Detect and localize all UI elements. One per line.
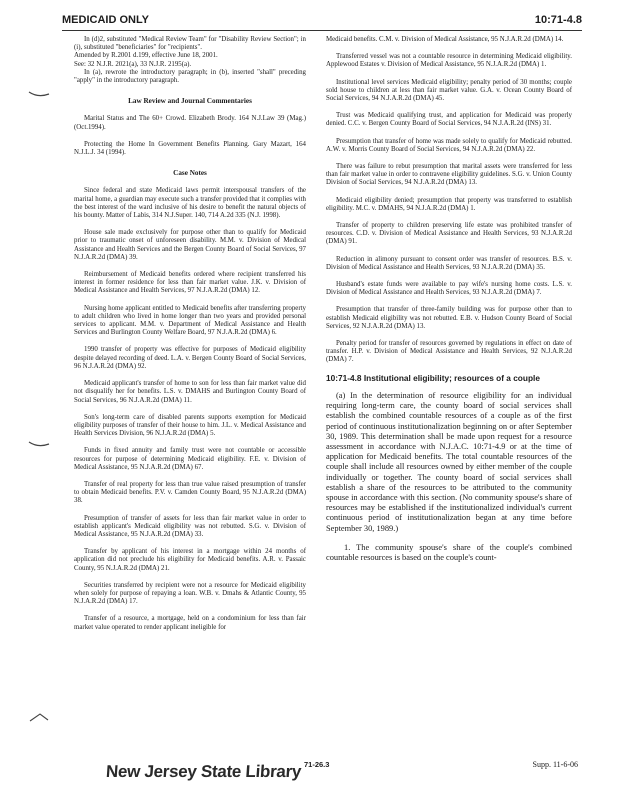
header-section-number: 10:71-4.8 [534,14,582,26]
right-column [326,36,572,572]
case-note: Transfer of property to children preserving life estate was prohibited transfer of resources. C.D. v. Division of Medical Assistance and Health Services, 93 N.J.A.R.2d (DMA) 91. [326,222,572,246]
case-note: Trust was Medicaid qualifying trust, and application for Medicaid was properly denied. C.C. v. Bergen County Board of Social Services, 94 N.J.A.R.2d (INS) 31. [326,112,572,128]
case-note: Reduction in alimony pursuant to consent order was transfer of resources. B.S. v. Division of Medical Assistance and Health Services, 93 N.J.A.R.2d (DMA) 35. [326,255,572,271]
margin-tick-mark [28,436,50,446]
case-note: Since federal and state Medicaid laws permit interspousal transfers of the marital home, a guardian may execute such a transfer provided that it complies with the best interest of the ward inclusive of his desire to benefit the natural objects of his bounty. Matter of Labis, 314 N.J.Super. 140, 714 A.2d 335 (N.J. 1998). [74,187,306,220]
section-heading: 10:71-4.8 Institutional eligibility; resources of a couple [326,372,540,383]
case-note: 1990 transfer of property was effective for purposes of Medicaid eligibility despite delayed recording of deed. L.A. v. Bergen County Board of Social Services, 96 N.J.A.R.2d (DMA) 92. [74,346,306,370]
case-note: Nursing home applicant entitled to Medicaid benefits after transferring property to adult children who lived in home longer than two years and provided personal services to applicant. M.M. v. Department of Medical Assistance and Health Services and Burlington County Welfare Board, 97 N.J.A.R.2d (DMA) 6. [74,304,306,337]
case-note: Husband's estate funds were available to pay wife's nursing home costs. L.S. v. Division of Medical Assistance and Health Services, 93 N.J.A.R.2d (DMA) 7. [326,281,572,297]
case-note: Funds in fixed annuity and family trust were not countable or accessible resources for purpose of determining Medicaid eligibility. F.E. v. Division of Medical Assistance, 95 N.J.A.R.2d (DMA) 67. [74,447,306,471]
case-note: Son's long-term care of disabled parents supports exemption for Medicaid eligibility purposes of transfer of their house to him. J.L. v. Medical Assistance and Health Services Division, 96 N.J.A.R.2d (DMA) 5. [74,413,306,438]
history-note: Amended by R.2001 d.199, effective June 18, 2001. [74,52,218,60]
law-review-entry: Protecting the Home In Government Benefits Planning. Gary Mazart, 164 N.J.L.J. 34 (1994). [74,140,306,157]
case-note: Presumption of transfer of assets for less than fair market value in order to establish applicant's Medicaid eligibility was not rebutted. S.G. v. Division of Medical Assistance, 95 N.J.A.R.2d (DMA) 33. [74,514,306,538]
case-note: Institutional level services Medicaid eligibility; penalty period of 30 months; couple sold house to children at less than fair market value. G.A. v. Ocean County Board of Social Services, 94 N.J.A.R.2d (DMA) 45. [326,78,572,103]
case-note: Presumption that transfer of three-family building was for purpose other than to establish Medicaid eligibility was not rebutted. E.B. v. Hudson County Board of Social Services, 92 N.J.A.R.2d (DMA) 13. [326,306,572,330]
case-note: Medicaid eligibility denied; presumption that property was transferred to establish eligibility. M.C. v. DMAHS, 94 N.J.A.R.2d (DMA) 1. [326,196,572,212]
case-note: Penalty period for transfer of resources governed by regulations in effect on date of transfer. H.P. v. Division of Medical Assistance and Health Services, 92 N.J.A.R.2d (DMA) 7. [326,340,572,364]
section-paragraph-1: 1. The community spouse's share of the couple's combined countable resources is based on the couple's count- [326,542,572,562]
margin-tick-mark [28,710,50,720]
case-note: Medicaid benefits. C.M. v. Division of Medical Assistance, 95 N.J.A.R.2d (DMA) 14. [326,36,564,43]
page-number: 71-26.3 [304,760,330,769]
case-note: Reimbursement of Medicaid benefits ordered where recipient transferred his interest in former residence for less than fair market value. J.K. v. Division of Medical Assistance and Health Services, 97 N.J.A.R.2d (DMA) 12. [74,271,306,295]
case-note: Transferred vessel was not a countable resource in determining Medicaid eligibility. Applewood Estates v. Division of Medical Assistance, 95 N.J.A.R.2d (DMA) 1. [326,53,572,69]
case-notes-heading: Case Notes [173,169,207,178]
case-note: Transfer by applicant of his interest in a mortgage within 24 months of application did not preclude his eligibility for Medicaid benefits. A.R. v. Passaic County, 95 N.J.A.R.2d (DMA) 21. [74,548,306,572]
case-note: Medicaid applicant's transfer of home to son for less than fair market value did not disqualify her for benefits. L.S. v. DMAHS and Burlington County Board of Social Services, 96 N.J.A.R.2d (DMA) 11. [74,380,306,404]
case-note: Securities transferred by recipient were not a resource for Medicaid eligibility when solely for purpose of repaying a loan. W.B. v. Dmahs & Atlantic County, 95 N.J.A.R.2d (DMA) 17. [74,581,306,606]
law-review-heading: Law Review and Journal Commentaries [128,97,252,106]
history-note: In (a), rewrote the introductory paragraph; in (b), inserted "shall" preceding "apply" in the introductory paragraph. [74,68,306,85]
section-paragraph-a: (a) In the determination of resource eligibility for an individual requiring long-term care, the county board of social services shall establish the combined countable resources of a couple as of the first period of continuous institutionalization beginning on or after September 30, 1989. This determination shall be made upon request for a resource assessment in accordance with N.J.A.C. 10:71-4.9 or at the time of application for Medicaid benefits. The total countable resources of the couple shall include all resources owned by either member of the couple individually or together. The county board of social services shall establish a share of the resources to be attributed to the community spouse in accordance with this section. (No community spouse's share of resources may be established if the institutionalized individual's current continuous period of institutionalization began at any time before September 30, 1989.) [326,390,572,533]
case-note: There was failure to rebut presumption that marital assets were transferred for less than fair market value in order to contravene eligibility guidelines. S.G. v. Union County Division of Social Services, 94 N.J.A.R.2d (DMA) 13. [326,163,572,187]
left-column [74,36,306,641]
history-note: See: 32 N.J.R. 2021(a), 33 N.J.R. 2195(a). [74,60,192,68]
header-title: MEDICAID ONLY [62,14,149,26]
law-review-entry: Marital Status and The 60+ Crowd. Elizabeth Brody. 164 N.J.Law 39 (Mag.) (Oct.1994). [74,115,306,131]
case-note: Transfer of real property for less than true value raised presumption of transfer to obtain Medicaid benefits. P.V. v. Camden County Board, 95 N.J.A.R.2d (DMA) 38. [74,480,306,505]
running-header [62,12,582,31]
history-note: In (d)2, substituted "Medical Review Team" for "Disability Review Section"; in (i), substituted "beneficiaries" for "recipients". [74,36,306,52]
margin-tick-mark [28,86,50,96]
supplement-date: Supp. 11-6-06 [532,760,578,769]
case-note: Presumption that transfer of home was made solely to qualify for Medicaid rebutted. A.W. v. Morris County Board of Social Services, 94 N.J.A.R.2d (DMA) 22. [326,137,572,153]
case-note: House sale made exclusively for purpose other than to qualify for Medicaid prior to traumatic onset of unforeseen disability. M.M. v. Division of Medical Assistance and Health Services and the Bergen County Board of Social Services, 97 N.J.A.R.2d (DMA) 39. [74,229,306,261]
section-body [326,391,572,563]
page-footer [0,754,618,784]
case-note: Transfer of a resource, a mortgage, held on a condominium for less than fair market value operated to render applicant ineligible for [74,615,306,631]
library-stamp: New Jersey State Library [105,762,302,781]
